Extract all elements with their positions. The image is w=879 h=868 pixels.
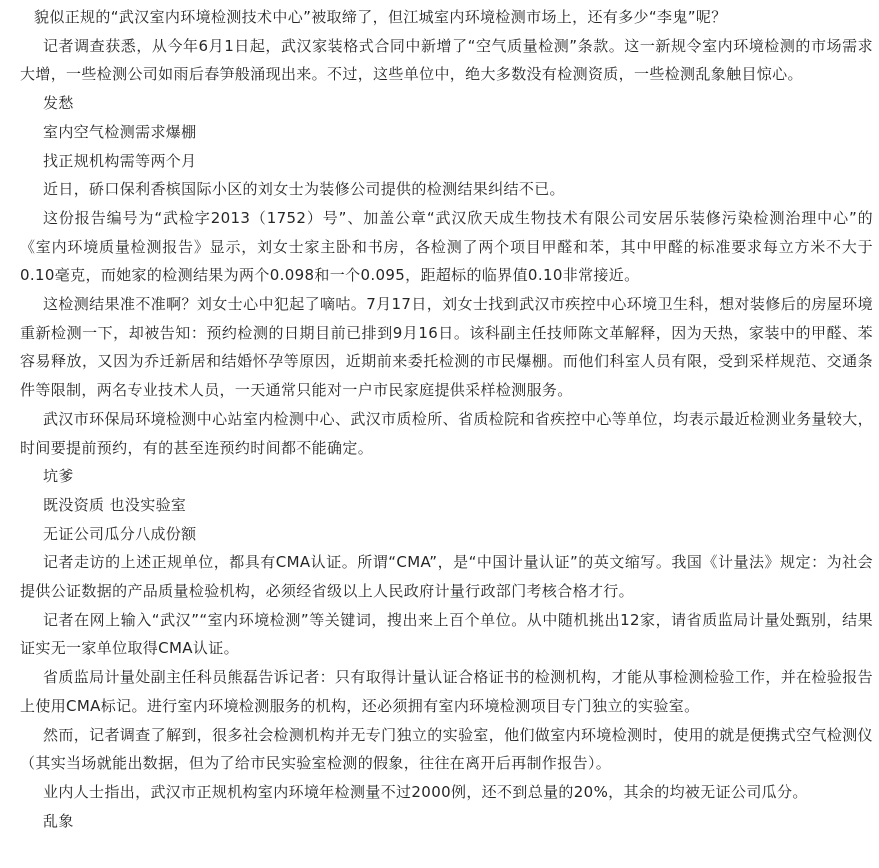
section-heading: 乱象 [43, 811, 74, 830]
section-heading: 坑爹 [43, 467, 74, 486]
article-paragraph-lead: 貌似正规的“武汉室内环境检测技术中心”被取缔了，但江城室内环境检测市场上，还有多少“李鬼”呢？ [34, 8, 727, 26]
article-paragraph: 省质监局计量处副主任科员熊磊告诉记者：只有取得计量认证合格证书的检测机构，才能从事检测检验工作，并在检验报告上使用CMA标记。进行室内环境检测服务的机构，还必须拥有室内环境检测项目专门独立的实验室。 [20, 668, 873, 715]
article-paragraph: 这检测结果准不准啊？刘女士心中犯起了嘀咕。7月17日，刘女士找到武汉市疾控中心环境卫生科，想对装修后的房屋环境重新检测一下，却被告知：预约检测的日期目前已排到9月16日。该科副主任技师陈文革解释，因为天热，家装中的甲醛、苯容易释放，又因为乔迁新居和结婚怀孕等原因，近期前来委托检测的市民爆棚。而他们科室人员有限，受到采样规范、交通条件等限制，两名专业技术人员，一天通常只能对一户市民家庭提供采样检测服务。 [20, 295, 873, 400]
section-subheading: 既没资质 也没实验室 [43, 495, 187, 514]
article-paragraph: 然而，记者调查了解到，很多社会检测机构并无专门独立的实验室，他们做室内环境检测时，使用的就是便携式空气检测仪（其实当场就能出数据，但为了给市民实验室检测的假象，往往在离开后再制作报告）。 [20, 725, 873, 773]
article-paragraph: 近日，硚口保利香槟国际小区的刘女士为装修公司提供的检测结果纠结不已。 [43, 180, 565, 199]
section-heading: 发愁 [43, 94, 74, 113]
article-paragraph: 记者调查获悉，从今年6月1日起，武汉家装格式合同中新增了“空气质量检测”条款。这一新规令室内环境检测的市场需求大增，一些检测公司如雨后春笋般涌现出来。不过，这些单位中，绝大多数没有检测资质，一些检测乱象触目惊心。 [20, 36, 873, 84]
article-paragraph: 记者在网上输入“武汉”“室内环境检测”等关键词，搜出来上百个单位。从中随机挑出12家，请省质监局计量处甄别，结果证实无一家单位取得CMA认证。 [20, 610, 873, 658]
article-paragraph: 这份报告编号为“武检字2013（1752）号”、加盖公章“武汉欣天成生物技术有限公司安居乐装修污染检测治理中心”的《室内环境质量检测报告》显示，刘女士家主卧和书房，各检测了两个项目甲醛和苯，其中甲醛的标准要求每立方米不大于0.10毫克，而她家的检测结果为两个0.098和一个0.095，距超标的临界值0.10非常接近。 [20, 208, 873, 285]
section-subheading: 无证公司瓜分八成份额 [43, 524, 197, 543]
section-subheading: 室内空气检测需求爆棚 [43, 122, 197, 141]
article-paragraph: 记者走访的上述正规单位，都具有CMA认证。所谓“CMA”，是“中国计量认证”的英文缩写。我国《计量法》规定：为社会提供公证数据的产品质量检验机构，必须经省级以上人民政府计量行政部门考核合格才行。 [20, 553, 873, 601]
section-subheading: 找正规机构需等两个月 [43, 151, 197, 170]
article-paragraph: 武汉市环保局环境检测中心站室内检测中心、武汉市质检所、省质检院和省疾控中心等单位，均表示最近检测业务量较大，时间要提前预约，有的甚至连预约时间都不能确定。 [20, 409, 873, 457]
article-paragraph: 业内人士指出，武汉市正规机构室内环境年检测量不过2000例，还不到总量的20%，其余的均被无证公司瓜分。 [43, 782, 808, 801]
